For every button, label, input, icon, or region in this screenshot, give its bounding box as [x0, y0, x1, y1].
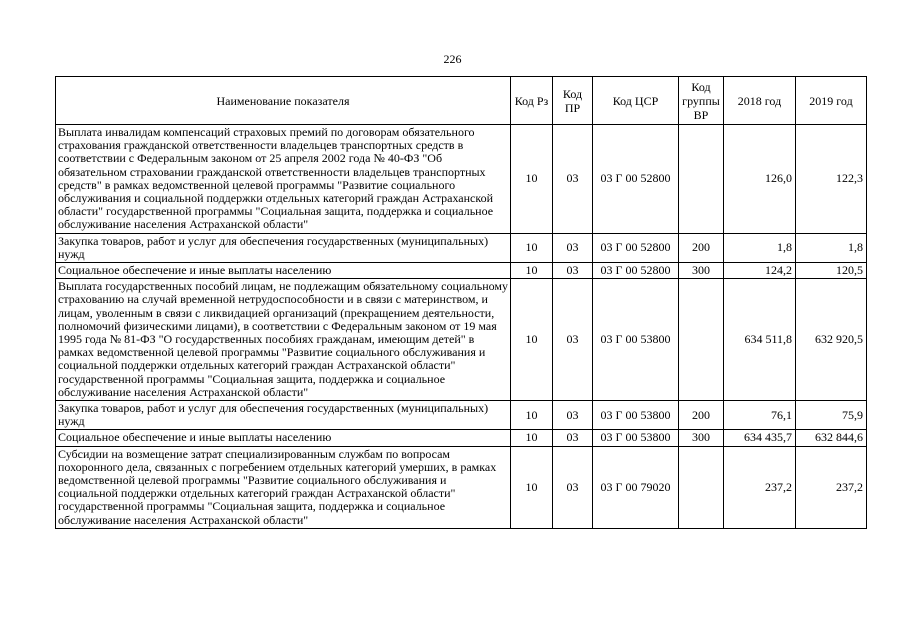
row-2019: 1,8 — [796, 233, 867, 262]
table-row — [56, 430, 867, 446]
row-csr: 03 Г 00 52800 — [593, 263, 679, 279]
table-row — [56, 446, 867, 528]
row-rz: 10 — [511, 233, 553, 262]
row-2018: 76,1 — [724, 401, 796, 430]
row-rz: 10 — [511, 430, 553, 446]
row-2018: 124,2 — [724, 263, 796, 279]
row-csr: 03 Г 00 52800 — [593, 125, 679, 234]
row-csr: 03 Г 00 79020 — [593, 446, 679, 528]
row-rz: 10 — [511, 263, 553, 279]
row-vr: 200 — [679, 401, 724, 430]
row-pr: 03 — [553, 446, 593, 528]
row-vr — [679, 279, 724, 401]
table-row — [56, 263, 867, 279]
table-row — [56, 233, 867, 262]
row-2018: 1,8 — [724, 233, 796, 262]
row-rz: 10 — [511, 125, 553, 234]
row-pr: 03 — [553, 401, 593, 430]
row-2019: 122,3 — [796, 125, 867, 234]
header-pr: Код ПР — [553, 77, 593, 125]
row-vr — [679, 446, 724, 528]
table-row — [56, 125, 867, 234]
header-csr: Код ЦСР — [593, 77, 679, 125]
header-name: Наименование показателя — [56, 77, 511, 125]
row-2018: 126,0 — [724, 125, 796, 234]
row-2018: 237,2 — [724, 446, 796, 528]
row-csr: 03 Г 00 53800 — [593, 430, 679, 446]
row-2019: 632 920,5 — [796, 279, 867, 401]
row-name: Социальное обеспечение и иные выплаты населению — [56, 263, 511, 279]
header-2018: 2018 год — [724, 77, 796, 125]
row-rz: 10 — [511, 446, 553, 528]
row-2019: 120,5 — [796, 263, 867, 279]
row-rz: 10 — [511, 279, 553, 401]
row-2018: 634 435,7 — [724, 430, 796, 446]
header-rz: Код Рз — [511, 77, 553, 125]
row-vr: 300 — [679, 263, 724, 279]
table-row — [56, 279, 867, 401]
row-name: Субсидии на возмещение затрат специализированным службам по вопросам похоронного дела, связанных с погребением отдельных категорий умерших, в рамках ведомственной целевой программы "Развитие социального обслуживания и социальной поддержки отдельных категорий граждан Астраханской области" государственной программы "Социальная защита, поддержка и социальное обслуживание населения Астраханской области" — [56, 446, 511, 528]
row-name: Закупка товаров, работ и услуг для обеспечения государственных (муниципальных) нужд — [56, 233, 511, 262]
row-name: Социальное обеспечение и иные выплаты населению — [56, 430, 511, 446]
row-pr: 03 — [553, 279, 593, 401]
row-csr: 03 Г 00 52800 — [593, 233, 679, 262]
row-pr: 03 — [553, 125, 593, 234]
row-vr: 300 — [679, 430, 724, 446]
row-vr — [679, 125, 724, 234]
row-vr: 200 — [679, 233, 724, 262]
row-2018: 634 511,8 — [724, 279, 796, 401]
row-pr: 03 — [553, 430, 593, 446]
table-header-row — [56, 77, 867, 125]
header-2019: 2019 год — [796, 77, 867, 125]
row-name: Закупка товаров, работ и услуг для обеспечения государственных (муниципальных) нужд — [56, 401, 511, 430]
table-row — [56, 401, 867, 430]
row-csr: 03 Г 00 53800 — [593, 279, 679, 401]
budget-table — [55, 76, 867, 529]
row-rz: 10 — [511, 401, 553, 430]
row-pr: 03 — [553, 233, 593, 262]
row-csr: 03 Г 00 53800 — [593, 401, 679, 430]
row-name: Выплата государственных пособий лицам, не подлежащим обязательному социальному страхованию на случай временной нетрудоспособности и в связи с материнством, и лицам, уволенным в связи с ликвидацией организаций (прекращением деятельности, полномочий физическими лицами), в соответствии с Федеральным законом от 19 мая 1995 года № 81-ФЗ "О государственных пособиях гражданам, имеющим детей" в рамках ведомственной целевой программы "Развитие социального обслуживания и социальной поддержки отдельных категорий граждан Астраханской области" государственной программы "Социальная защита, поддержка и социальное обслуживание населения Астраханской области" — [56, 279, 511, 401]
row-2019: 632 844,6 — [796, 430, 867, 446]
row-name: Выплата инвалидам компенсаций страховых премий по договорам обязательного страхования гражданской ответственности владельцев транспортных средств в соответствии с Федеральным законом от 25 апреля 2002 года № 40-ФЗ "Об обязательном страховании гражданской ответственности владельцев транспортных средств" в рамках ведомственной целевой программы "Развитие социального обслуживания и социальной поддержки отдельных категорий граждан Астраханской области" государственной программы "Социальная защита, поддержка и социальное обслуживание населения Астраханской области" — [56, 125, 511, 234]
row-2019: 237,2 — [796, 446, 867, 528]
row-pr: 03 — [553, 263, 593, 279]
row-2019: 75,9 — [796, 401, 867, 430]
page-number: 226 — [443, 52, 462, 66]
header-vr: Код группы ВР — [679, 77, 724, 125]
